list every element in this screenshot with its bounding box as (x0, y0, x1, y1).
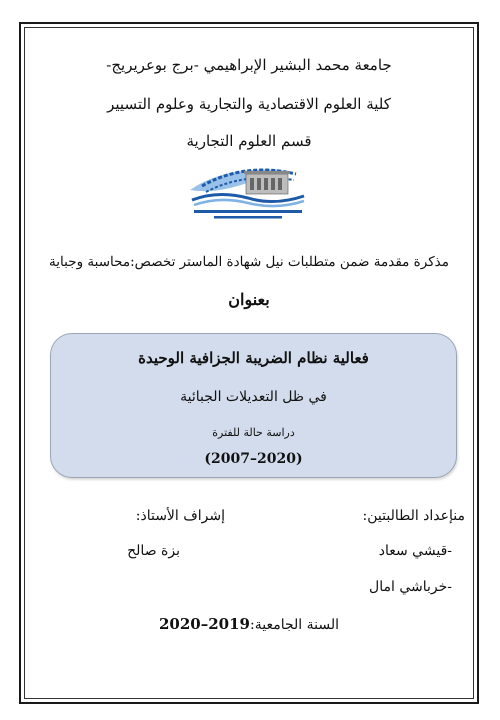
thesis-title: فعالية نظام الضريبة الجزافية الوحيدة (138, 349, 369, 367)
case-study-label: دراسة حالة للفترة (212, 426, 295, 439)
academic-year (24, 615, 474, 633)
academic-year-label: السنة الجامعية: (250, 617, 339, 633)
university-logo-icon (184, 160, 312, 224)
faculty-name: كلية العلوم الاقتصادية والتجارية وعلوم التسيير (107, 95, 391, 113)
supervision-label: إشراف الأستاذ: (135, 508, 225, 524)
thesis-subtitle: في ظل التعديلات الجبائية (180, 389, 327, 405)
thesis-title-box (50, 333, 457, 478)
study-period: (2007–2020) (204, 451, 303, 467)
university-name: جامعة محمد البشير الإبراهيمي -برج بوعريريج- (106, 56, 392, 74)
academic-year-value: 2019–2020 (159, 615, 250, 633)
student-name-2: -خرباشي امال (369, 579, 452, 595)
prepared-by-label: منإعداد الطالبتين: (362, 508, 465, 524)
titled-label: بعنوان (228, 290, 270, 309)
supervisor-name: بزة صالح (127, 543, 180, 559)
department-name: قسم العلوم التجارية (186, 132, 312, 150)
memo-description: مذكرة مقدمة ضمن متطلبات نيل شهادة الماستر تخصص:محاسبة وجباية (49, 254, 449, 270)
student-name-1: -قيشي سعاد (378, 543, 452, 559)
